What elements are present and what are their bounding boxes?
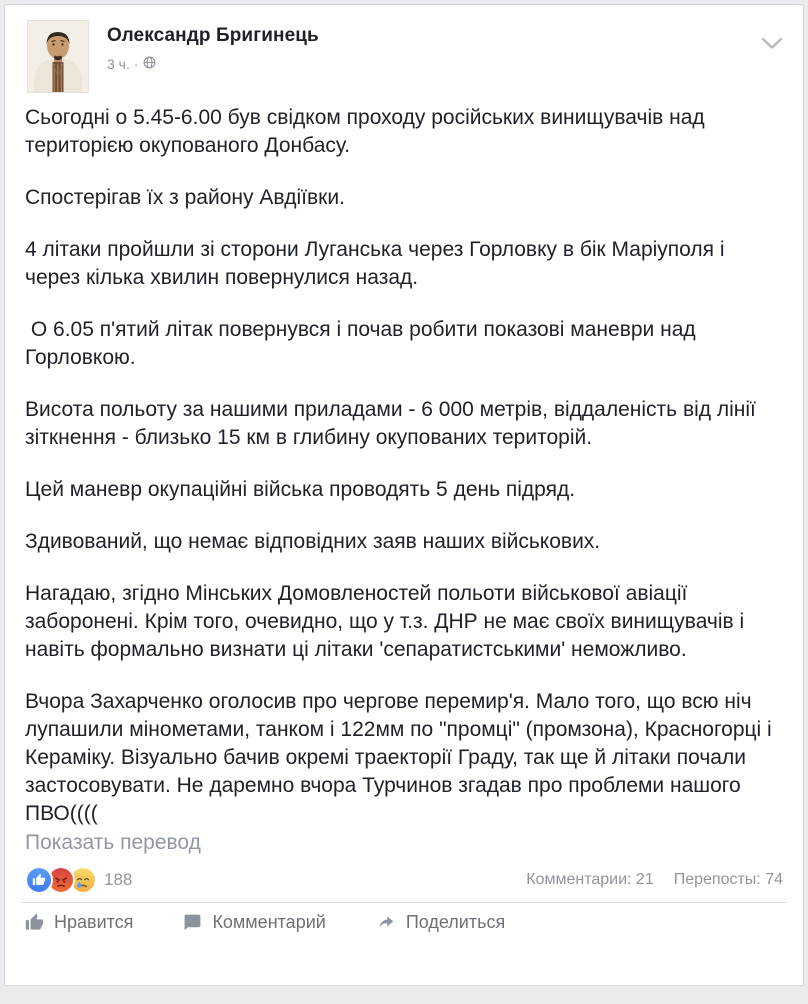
avatar[interactable] bbox=[27, 20, 89, 93]
post-body bbox=[5, 99, 803, 857]
post-paragraph: О 6.05 п'ятий літак повернувся і почав робити показові маневри над Горловкою. bbox=[25, 318, 702, 369]
author-name[interactable]: Олександр Бригинець bbox=[107, 25, 319, 46]
post-paragraph: Цей маневр окупаційні війська проводять 5 день підряд. bbox=[25, 478, 576, 501]
reaction-summary[interactable] bbox=[25, 866, 132, 894]
chevron-down-icon[interactable] bbox=[761, 37, 783, 50]
action-bar bbox=[5, 903, 803, 945]
thumbs-up-icon bbox=[25, 913, 44, 932]
comment-button[interactable] bbox=[183, 912, 325, 933]
share-arrow-icon bbox=[376, 913, 396, 932]
post-header bbox=[5, 5, 803, 99]
timestamp[interactable]: 3 ч. · bbox=[107, 55, 139, 72]
post-paragraph: Нагадаю, згідно Мінських Домовленостей польоти військової авіації заборонені. Крім того, очевидно, що у т.з. ДНР не має своїх винищувачів і навіть формально визнати ці літаки 'сепаратистськими' неможливо. bbox=[25, 582, 751, 661]
post-paragraph: Вчора Захарченко оголосив про чергове перемир'я. Мало того, що всю ніч лупашили мінометами, танком і 122мм по "промці" (промзона), Красногорці і Кераміку. Візуально бачив окремі траекторії Граду, так ще й літаки почали застосовувати. Не даремно вчора Турчинов згадав про проблеми нашого ПВО(((( bbox=[25, 690, 778, 825]
stats-row bbox=[5, 857, 803, 902]
post-counters bbox=[526, 871, 783, 889]
header-text bbox=[107, 20, 319, 93]
comments-count[interactable]: Комментарии: 21 bbox=[526, 871, 654, 888]
post-paragraph: Сьогодні о 5.45-6.00 був свідком проходу російських винищувачів над територією окупованого Донбасу. bbox=[25, 106, 711, 157]
comment-button-label: Комментарий bbox=[212, 912, 326, 932]
like-button-label: Нравится bbox=[54, 912, 134, 932]
reaction-count[interactable]: 188 bbox=[104, 870, 133, 889]
share-button[interactable] bbox=[376, 912, 505, 933]
post-paragraph: Здивований, що немає відповідних заяв наших військових. bbox=[25, 530, 601, 553]
translate-link[interactable]: Показать перевод bbox=[25, 831, 201, 854]
like-button[interactable] bbox=[25, 912, 133, 933]
like-reaction-icon bbox=[25, 866, 53, 894]
share-button-label: Поделиться bbox=[405, 912, 506, 932]
post-paragraph: Спостерігав їх з району Авдіївки. bbox=[25, 186, 345, 209]
post-paragraph: 4 літаки пройшли зі сторони Луганська через Горловку в бік Маріуполя і через кілька хвилин повернулися назад. bbox=[25, 238, 731, 289]
post-meta bbox=[107, 55, 319, 72]
post-card bbox=[4, 4, 804, 986]
globe-icon bbox=[143, 56, 156, 72]
post-paragraph: Висота польоту за нашими приладами - 6 000 метрів, віддаленість від лінії зіткнення - близько 15 км в глибину окупованих територій. bbox=[25, 398, 762, 449]
speech-bubble-icon bbox=[183, 913, 202, 932]
shares-count[interactable]: Перепосты: 74 bbox=[673, 871, 783, 888]
